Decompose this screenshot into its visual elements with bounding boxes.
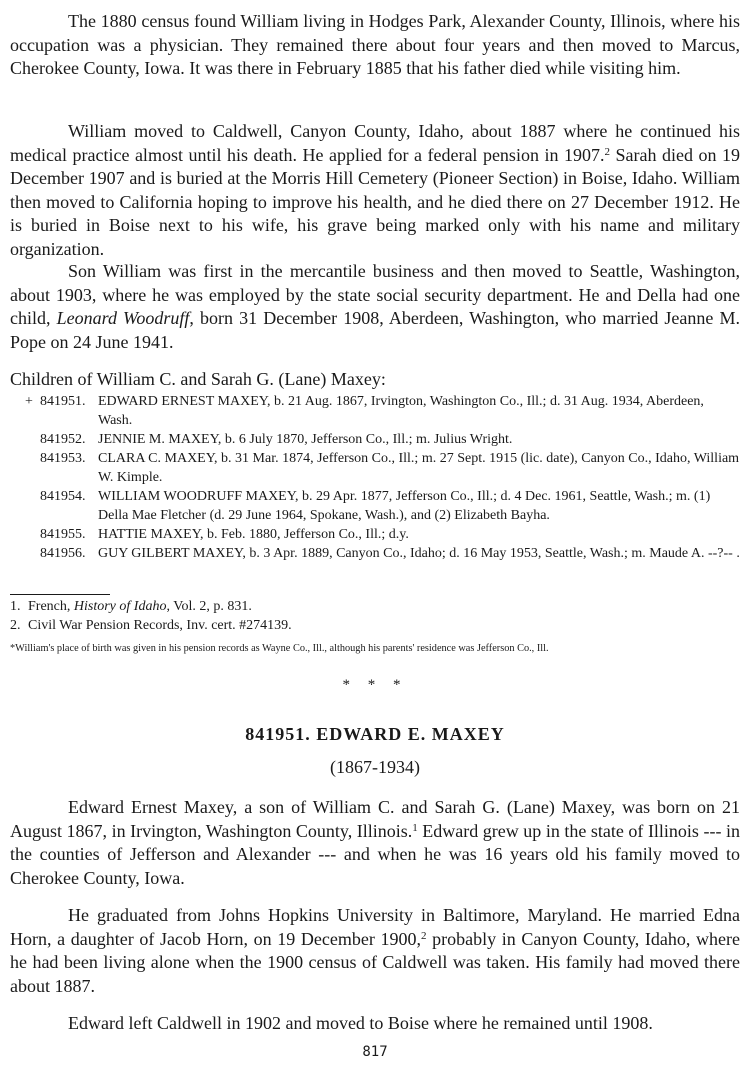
footnote-ref: 1 [412, 821, 418, 834]
paragraph-text: Edward grew up in the state of Illinois --- in the counties of Jefferson and Alexander --- and when he was 16 years old his family moved to Cherokee County, Iowa. [10, 820, 740, 888]
birthplace-note: *William's place of birth was given in his pension records as Wayne Co., Ill., although his parents' residence was Jefferson Co., Ill. [10, 643, 549, 654]
child-text: WILLIAM WOODRUFF MAXEY, b. 29 Apr. 1877, Jefferson Co., Ill.; d. 4 Dec. 1961, Seattle, Wash.; m. (1) Della Mae Fletcher (d. 29 June 1964, Spokane, Wash.), and (2) Elizabeth Bayha. [98, 489, 711, 523]
paragraph-text: He graduated from Johns Hopkins University in Baltimore, Maryland. He married Edna Horn, a daughter of Jacob Horn, on 19 December 1900, [10, 905, 740, 949]
child-entry [10, 430, 740, 449]
child-text: EDWARD ERNEST MAXEY, b. 21 Aug. 1867, Irvington, Washington Co., Ill.; d. 31 Aug. 1934, Aberdeen, Wash. [98, 394, 704, 428]
child-number: 841953. [40, 451, 86, 466]
footnote-text: Civil War Pension Records, Inv. cert. #274139. [28, 618, 292, 633]
paragraph-son-william [10, 260, 740, 354]
edward-section-body [10, 796, 740, 1036]
child-number: 841951. [40, 394, 86, 409]
paragraph-edward-education [10, 904, 740, 998]
footnote-text: French, [28, 599, 74, 614]
paragraph-text: Son William was first in the mercantile business and then moved to Seattle, Washington, about 1903, where he was employed by the state social security department. He and Della had one child, [10, 261, 740, 328]
paragraph-caldwell [10, 120, 740, 261]
paragraph-edward-birth [10, 796, 740, 890]
child-text: CLARA C. MAXEY, b. 31 Mar. 1874, Jefferson Co., Ill.; m. 27 Sept. 1915 (lic. date), Canyon Co., Idaho, William W. Kimple. [98, 451, 740, 485]
child-text: GUY GILBERT MAXEY, b. 3 Apr. 1889, Canyon Co., Idaho; d. 16 May 1953, Seattle, Wash.; m. Maude A. --?-- . [98, 546, 740, 561]
paragraph-census-1880: The 1880 census found William living in Hodges Park, Alexander County, Illinois, where his occupation was a physician. They remained there about four years and then moved to Marcus, Cherokee County, Iowa. It was there in February 1885 that his father died while visiting him. [10, 11, 740, 78]
paragraph-text: Edward Ernest Maxey, a son of William C. and Sarah G. (Lane) Maxey, was born on 21 August 1867, in Irvington, Washington County, Illinois. [10, 797, 740, 841]
child-text: JENNIE M. MAXEY, b. 6 July 1870, Jefferson Co., Ill.; m. Julius Wright. [98, 432, 513, 447]
child-entry [10, 544, 740, 563]
italic-name: Leonard Woodruff [56, 308, 190, 328]
children-heading: Children of William C. and Sarah G. (Lane) Maxey: [10, 369, 386, 389]
footnote-1 [10, 598, 252, 616]
footnote-title: History of Idaho [73, 599, 167, 614]
footnote-number: 2. [10, 618, 21, 633]
child-text: HATTIE MAXEY, b. Feb. 1880, Jefferson Co., Ill.; d.y. [98, 527, 409, 542]
child-entry [10, 449, 740, 487]
footnote-text: , Vol. 2, p. 831. [166, 599, 252, 614]
section-years: (1867-1934) [330, 757, 420, 777]
child-entry [10, 487, 740, 525]
footnote-ref: 2 [420, 929, 427, 942]
descendant-marker: + [25, 394, 33, 409]
paragraph-text: , born 31 December 1908, Aberdeen, Washington, who married Jeanne M. Pope on 24 June 1941. [10, 308, 741, 352]
child-number: 841956. [40, 546, 86, 561]
child-number: 841954. [40, 489, 86, 504]
page-number: 817 [362, 1044, 388, 1060]
paragraph-text: Sarah died on 19 December 1907 and is buried at the Morris Hill Cemetery (Pioneer Section) in Boise, Idaho. William then moved to California hoping to improve his health, and he died there on 27 December 1912. He is buried in Boise next to his wife, his grave being marked only with his name and military organization. [10, 144, 740, 259]
section-separator: * * * [342, 677, 408, 693]
footnote-number: 1. [10, 599, 21, 614]
child-number: 841952. [40, 432, 86, 447]
section-title: 841951. EDWARD E. MAXEY [245, 724, 505, 744]
child-entry [10, 392, 740, 430]
paragraph-edward-boise: Edward left Caldwell in 1902 and moved to Boise where he remained until 1908. [68, 1013, 653, 1033]
footnote-ref: 2 [604, 145, 610, 158]
child-entry [10, 525, 740, 544]
children-list [10, 392, 740, 563]
footnote-2 [10, 617, 292, 635]
paragraph-text: probably in Canyon County, Idaho, where he had been living alone when the 1900 census of Caldwell was taken. His family had moved there about 1887. [10, 928, 740, 996]
paragraph-text: William moved to Caldwell, Canyon County, Idaho, about 1887 where he continued his medical practice almost until his death. He applied for a federal pension in 1907. [10, 121, 740, 165]
child-number: 841955. [40, 527, 86, 542]
footnote-divider [10, 594, 110, 595]
